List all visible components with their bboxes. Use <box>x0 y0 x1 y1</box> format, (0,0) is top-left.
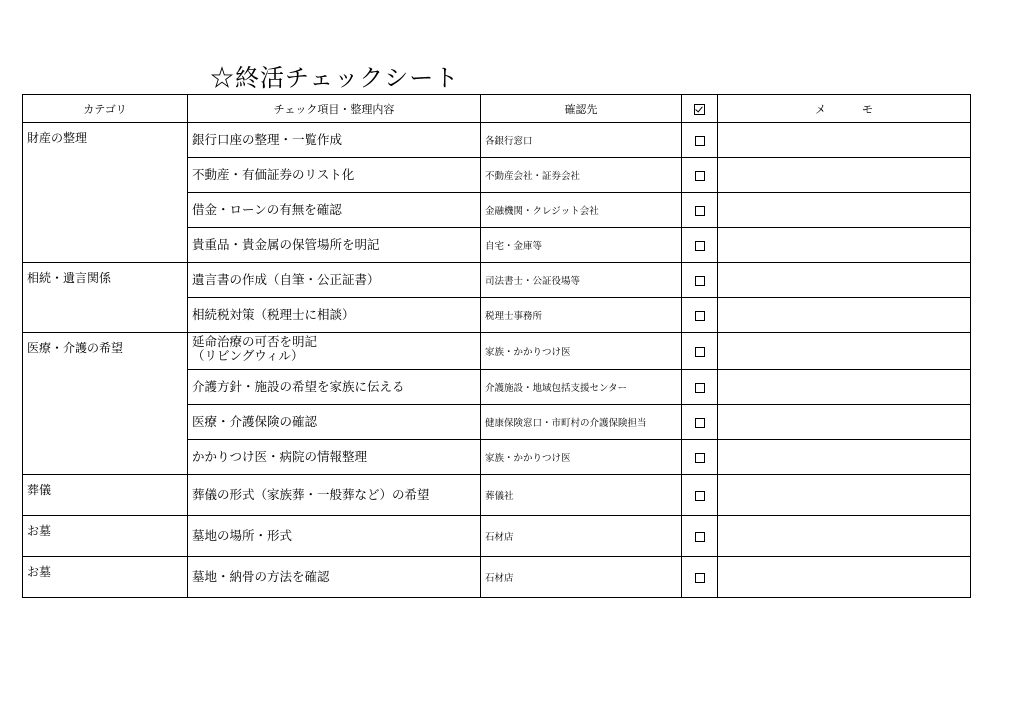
table-row <box>23 123 971 158</box>
item-cell: 医療・介護保険の確認 <box>188 405 481 440</box>
table-row <box>23 475 971 516</box>
checkbox-cell[interactable] <box>682 475 718 516</box>
memo-cell[interactable] <box>718 263 971 298</box>
checkbox-cell[interactable] <box>682 158 718 193</box>
category-cell: 相続・遺言関係 <box>23 263 188 333</box>
memo-cell[interactable] <box>718 370 971 405</box>
checkbox[interactable] <box>695 383 705 393</box>
memo-cell[interactable] <box>718 475 971 516</box>
checkbox[interactable] <box>695 347 705 357</box>
contact-cell: 葬儀社 <box>481 475 682 516</box>
memo-cell[interactable] <box>718 405 971 440</box>
item-cell <box>188 333 481 370</box>
contact-cell: 家族・かかりつけ医 <box>481 440 682 475</box>
checkbox[interactable] <box>695 453 705 463</box>
item-cell: 墓地・納骨の方法を確認 <box>188 557 481 598</box>
category-cell: 財産の整理 <box>23 123 188 263</box>
checkbox[interactable] <box>695 276 705 286</box>
table-row <box>23 333 971 370</box>
checkbox-cell[interactable] <box>682 123 718 158</box>
contact-cell: 司法書士・公証役場等 <box>481 263 682 298</box>
contact-cell: 不動産会社・証券会社 <box>481 158 682 193</box>
memo-char-2: モ <box>862 102 873 116</box>
table-row <box>23 557 971 598</box>
checkbox-cell[interactable] <box>682 440 718 475</box>
checkbox[interactable] <box>695 491 705 501</box>
checklist-table <box>22 94 971 598</box>
checked-box-icon <box>694 104 705 115</box>
memo-char-1: メ <box>815 102 826 116</box>
memo-cell[interactable] <box>718 228 971 263</box>
checkbox-cell[interactable] <box>682 405 718 440</box>
memo-cell[interactable] <box>718 333 971 370</box>
item-cell: 相続税対策（税理士に相談） <box>188 298 481 333</box>
memo-cell[interactable] <box>718 440 971 475</box>
checkbox-cell[interactable] <box>682 557 718 598</box>
category-cell: 葬儀 <box>23 475 188 516</box>
table-row <box>23 516 971 557</box>
item-cell: 借金・ローンの有無を確認 <box>188 193 481 228</box>
item-cell: 遺言書の作成（自筆・公正証書） <box>188 263 481 298</box>
contact-cell: 金融機関・クレジット会社 <box>481 193 682 228</box>
contact-cell: 健康保険窓口・市町村の介護保険担当 <box>481 405 682 440</box>
header-memo <box>718 95 971 123</box>
contact-cell: 家族・かかりつけ医 <box>481 333 682 370</box>
memo-cell[interactable] <box>718 298 971 333</box>
table-row <box>23 263 971 298</box>
contact-cell: 税理士事務所 <box>481 298 682 333</box>
checkbox[interactable] <box>695 573 705 583</box>
checkbox-cell[interactable] <box>682 370 718 405</box>
contact-cell: 介護施設・地域包括支援センター <box>481 370 682 405</box>
item-line-1: 延命治療の可否を明記 <box>192 334 318 349</box>
category-cell: 医療・介護の希望 <box>23 333 188 475</box>
checkbox[interactable] <box>695 136 705 146</box>
item-cell: 墓地の場所・形式 <box>188 516 481 557</box>
checkbox[interactable] <box>695 171 705 181</box>
checkbox-cell[interactable] <box>682 228 718 263</box>
item-cell: 葬儀の形式（家族葬・一般葬など）の希望 <box>188 475 481 516</box>
item-cell: 貴重品・貴金属の保管場所を明記 <box>188 228 481 263</box>
contact-cell: 自宅・金庫等 <box>481 228 682 263</box>
item-cell: 不動産・有価証券のリスト化 <box>188 158 481 193</box>
checkbox-cell[interactable] <box>682 263 718 298</box>
checkbox[interactable] <box>695 311 705 321</box>
header-contact: 確認先 <box>481 95 682 123</box>
contact-cell: 各銀行窓口 <box>481 123 682 158</box>
checkbox-cell[interactable] <box>682 333 718 370</box>
header-check <box>682 95 718 123</box>
checkbox[interactable] <box>695 241 705 251</box>
checkbox[interactable] <box>695 532 705 542</box>
checkbox[interactable] <box>695 206 705 216</box>
checkbox[interactable] <box>695 418 705 428</box>
checkbox-cell[interactable] <box>682 516 718 557</box>
checkbox-cell[interactable] <box>682 298 718 333</box>
contact-cell: 石材店 <box>481 557 682 598</box>
item-cell: 介護方針・施設の希望を家族に伝える <box>188 370 481 405</box>
item-line-2: （リビングウィル） <box>192 348 304 363</box>
header-category: カテゴリ <box>23 95 188 123</box>
header-item: チェック項目・整理内容 <box>188 95 481 123</box>
item-cell: かかりつけ医・病院の情報整理 <box>188 440 481 475</box>
memo-cell[interactable] <box>718 557 971 598</box>
checkbox-cell[interactable] <box>682 193 718 228</box>
contact-cell: 石材店 <box>481 516 682 557</box>
category-cell: お墓 <box>23 516 188 557</box>
memo-cell[interactable] <box>718 158 971 193</box>
memo-cell[interactable] <box>718 193 971 228</box>
item-cell: 銀行口座の整理・一覧作成 <box>188 123 481 158</box>
memo-cell[interactable] <box>718 123 971 158</box>
header-row <box>23 95 971 123</box>
category-cell: お墓 <box>23 557 188 598</box>
memo-cell[interactable] <box>718 516 971 557</box>
page-title: ☆終活チェックシート <box>210 64 460 92</box>
